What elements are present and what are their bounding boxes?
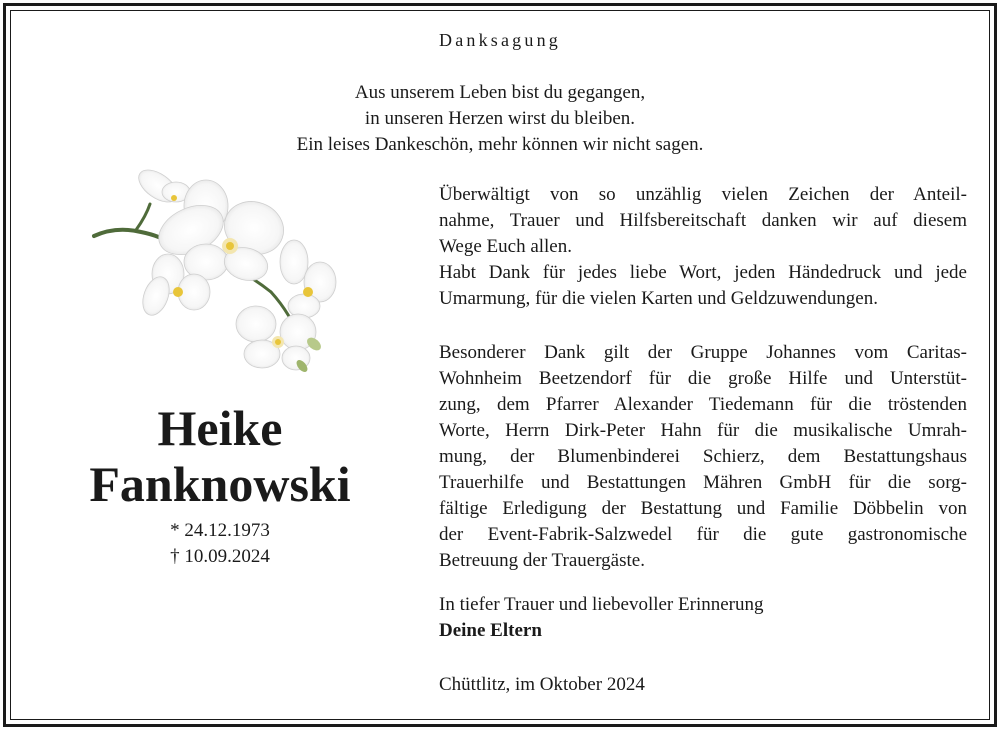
text-line: mung, der Blumenbinderei Schierz, dem Bestattungshaus (439, 446, 967, 467)
text-line: Wege Euch allen. (439, 236, 572, 257)
deceased-name (40, 400, 400, 512)
signer: Deine Eltern (439, 620, 542, 641)
text-line: der Event-Fabrik-Salzwedel für die gute gastronomische (439, 524, 967, 545)
poem (0, 80, 1000, 158)
poem-line: Aus unserem Leben bist du gegangen, (354, 82, 646, 103)
death-date: † 10.09.2024 (170, 546, 270, 567)
text-line: zung, dem Pfarrer Alexander Tiedemann für die tröstenden (439, 394, 967, 415)
thanks-paragraph-1 (439, 182, 967, 312)
text-line: Wohnheim Beetzendorf für die große Hilfe und Unterstüt- (439, 368, 967, 389)
poem-line: Ein leises Dankeschön, mehr können wir nicht sagen. (296, 134, 704, 155)
text-line: Worte, Herrn Dirk-Peter Hahn für die musikalische Umrah- (439, 420, 967, 441)
closing-block (439, 592, 967, 644)
text-line: Betreuung der Trauergäste. (439, 550, 645, 571)
heading-danksagung: Danksagung (439, 30, 561, 50)
birth-date: * 24.12.1973 (170, 520, 270, 541)
last-name: Fanknowski (89, 456, 351, 512)
first-name: Heike (157, 400, 283, 456)
place-date: Chüttlitz, im Oktober 2024 (439, 674, 645, 695)
text-line: fältige Erledigung der Bestattung und Familie Döbbelin von (439, 498, 967, 519)
text-line: Umarmung, für die vielen Karten und Geldzuwendungen. (439, 288, 878, 309)
text-line: Trauerhilfe und Bestattungen Mähren GmbH für die sorg- (439, 472, 967, 493)
poem-line: in unseren Herzen wirst du bleiben. (364, 108, 636, 129)
closing-line: In tiefer Trauer und liebevoller Erinnerung (439, 594, 764, 615)
text-line: Überwältigt von so unzählig vielen Zeichen der Anteil- (439, 184, 967, 205)
life-dates (40, 518, 400, 570)
text-line: Besonderer Dank gilt der Gruppe Johannes vom Caritas- (439, 342, 967, 363)
orchid-branch-image (86, 164, 346, 379)
text-line: nahme, Trauer und Hilfsbereitschaft danken wir auf diesem (439, 210, 967, 231)
text-line: Habt Dank für jedes liebe Wort, jeden Händedruck und jede (439, 262, 967, 283)
thanks-paragraph-2 (439, 340, 967, 574)
